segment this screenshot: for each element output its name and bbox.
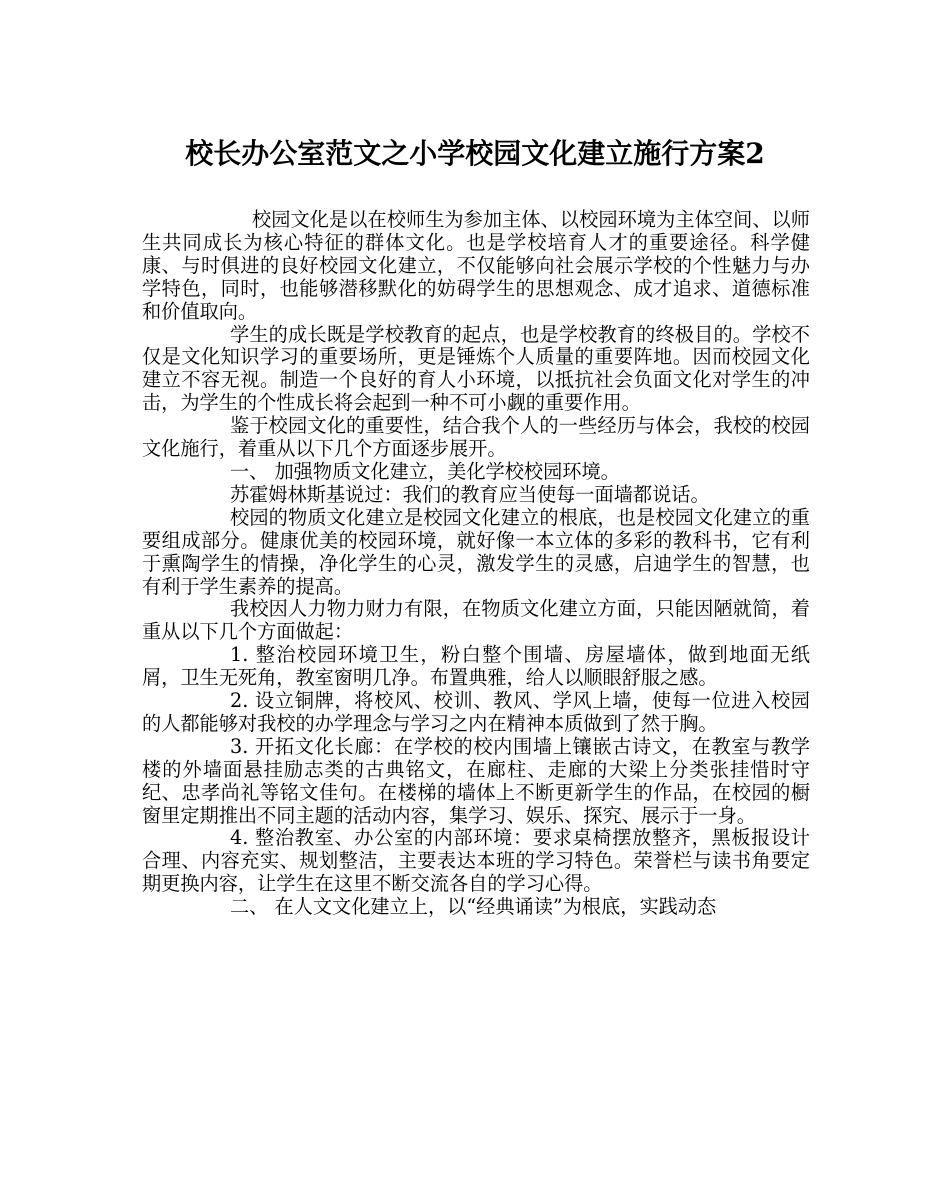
list-item-1: 1. 整治校园环境卫生，粉白整个围墙、房屋墙体，做到地面无纸屑，卫生无死角，教室窗明几净。布置典雅，给人以顺眼舒服之感。 [142, 643, 810, 690]
section-heading-2: 二、 在人文文化建立上，以“经典诵读”为根底，实践动态 [230, 895, 717, 919]
list-item-4: 4. 整治教室、办公室的内部环境：要求桌椅摆放整齐，黑板报设计合理、内容充实、规划整洁，主要表达本班的学习特色。荣誉栏与读书角要定期更换内容，让学生在这里不断交流各自的学习心得。 [142, 826, 810, 896]
list-item-2: 2. 设立铜牌，将校风、校训、教风、学风上墙，使每一位进入校园的人都能够对我校的办学理念与学习之内在精神本质做到了然于胸。 [142, 689, 810, 735]
paragraph-limited-resources: 我校因人力物力财力有限，在物质文化建立方面，只能因陋就简，着重从以下几个方面做起： [142, 597, 810, 644]
list-item-3: 3. 开拓文化长廊：在学校的校内围墙上镶嵌古诗文，在教室与教学楼的外墙面悬挂励志类的古典铭文，在廊柱、走廊的大梁上分类张挂惜时守纪、忠孝尚礼等铭文佳句。在楼梯的墙体上不断更新学生的作品，在校园的橱窗里定期推出不同主题的活动内容，集学习、娱乐、探究、展示于一身。 [142, 734, 810, 827]
document-title: 校长办公室范文之小学校园文化建立施行方案2 [185, 137, 765, 170]
paragraph-student-growth: 学生的成长既是学校教育的起点，也是学校教育的终极目的。学校不仅是文化知识学习的重要场所，更是锤炼个人质量的重要阵地。因而校园文化建立不容无视。制造一个良好的育人小环境，以抵抗社会负面文化对学生的冲击，为学生的个性成长将会起到一种不可小觑的重要作用。 [142, 322, 810, 415]
paragraph-importance: 鉴于校园文化的重要性，结合我个人的一些经历与体会，我校的校园文化施行，着重从以下几个方面逐步展开。 [142, 414, 810, 461]
paragraph-intro: 校园文化是以在校师生为参加主体、以校园环境为主体空间、以师生共同成长为核心特征的群体文化。也是学校培育人才的重要途径。科学健康、与时俱进的良好校园文化建立，不仅能够向社会展示学校的个性魅力与办学特色，同时，也能够潜移默化的妨碍学生的思想观念、成才追求、道德标准和价值取向。 [142, 208, 810, 323]
document-body [142, 209, 810, 919]
paragraph-quote: 苏霍姆林斯基说过：我们的教育应当使每一面墙都说话。 [230, 482, 710, 506]
section-heading-1: 一、 加强物质文化建立，美化学校校园环境。 [230, 459, 620, 483]
paragraph-material-culture: 校园的物质文化建立是校园文化建立的根底，也是校园文化建立的重要组成部分。健康优美的校园环境，就好像一本立体的多彩的教科书，它有利于熏陶学生的情操，净化学生的心灵，激发学生的灵感，启迪学生的智慧，也有利于学生素养的提高。 [142, 505, 810, 598]
